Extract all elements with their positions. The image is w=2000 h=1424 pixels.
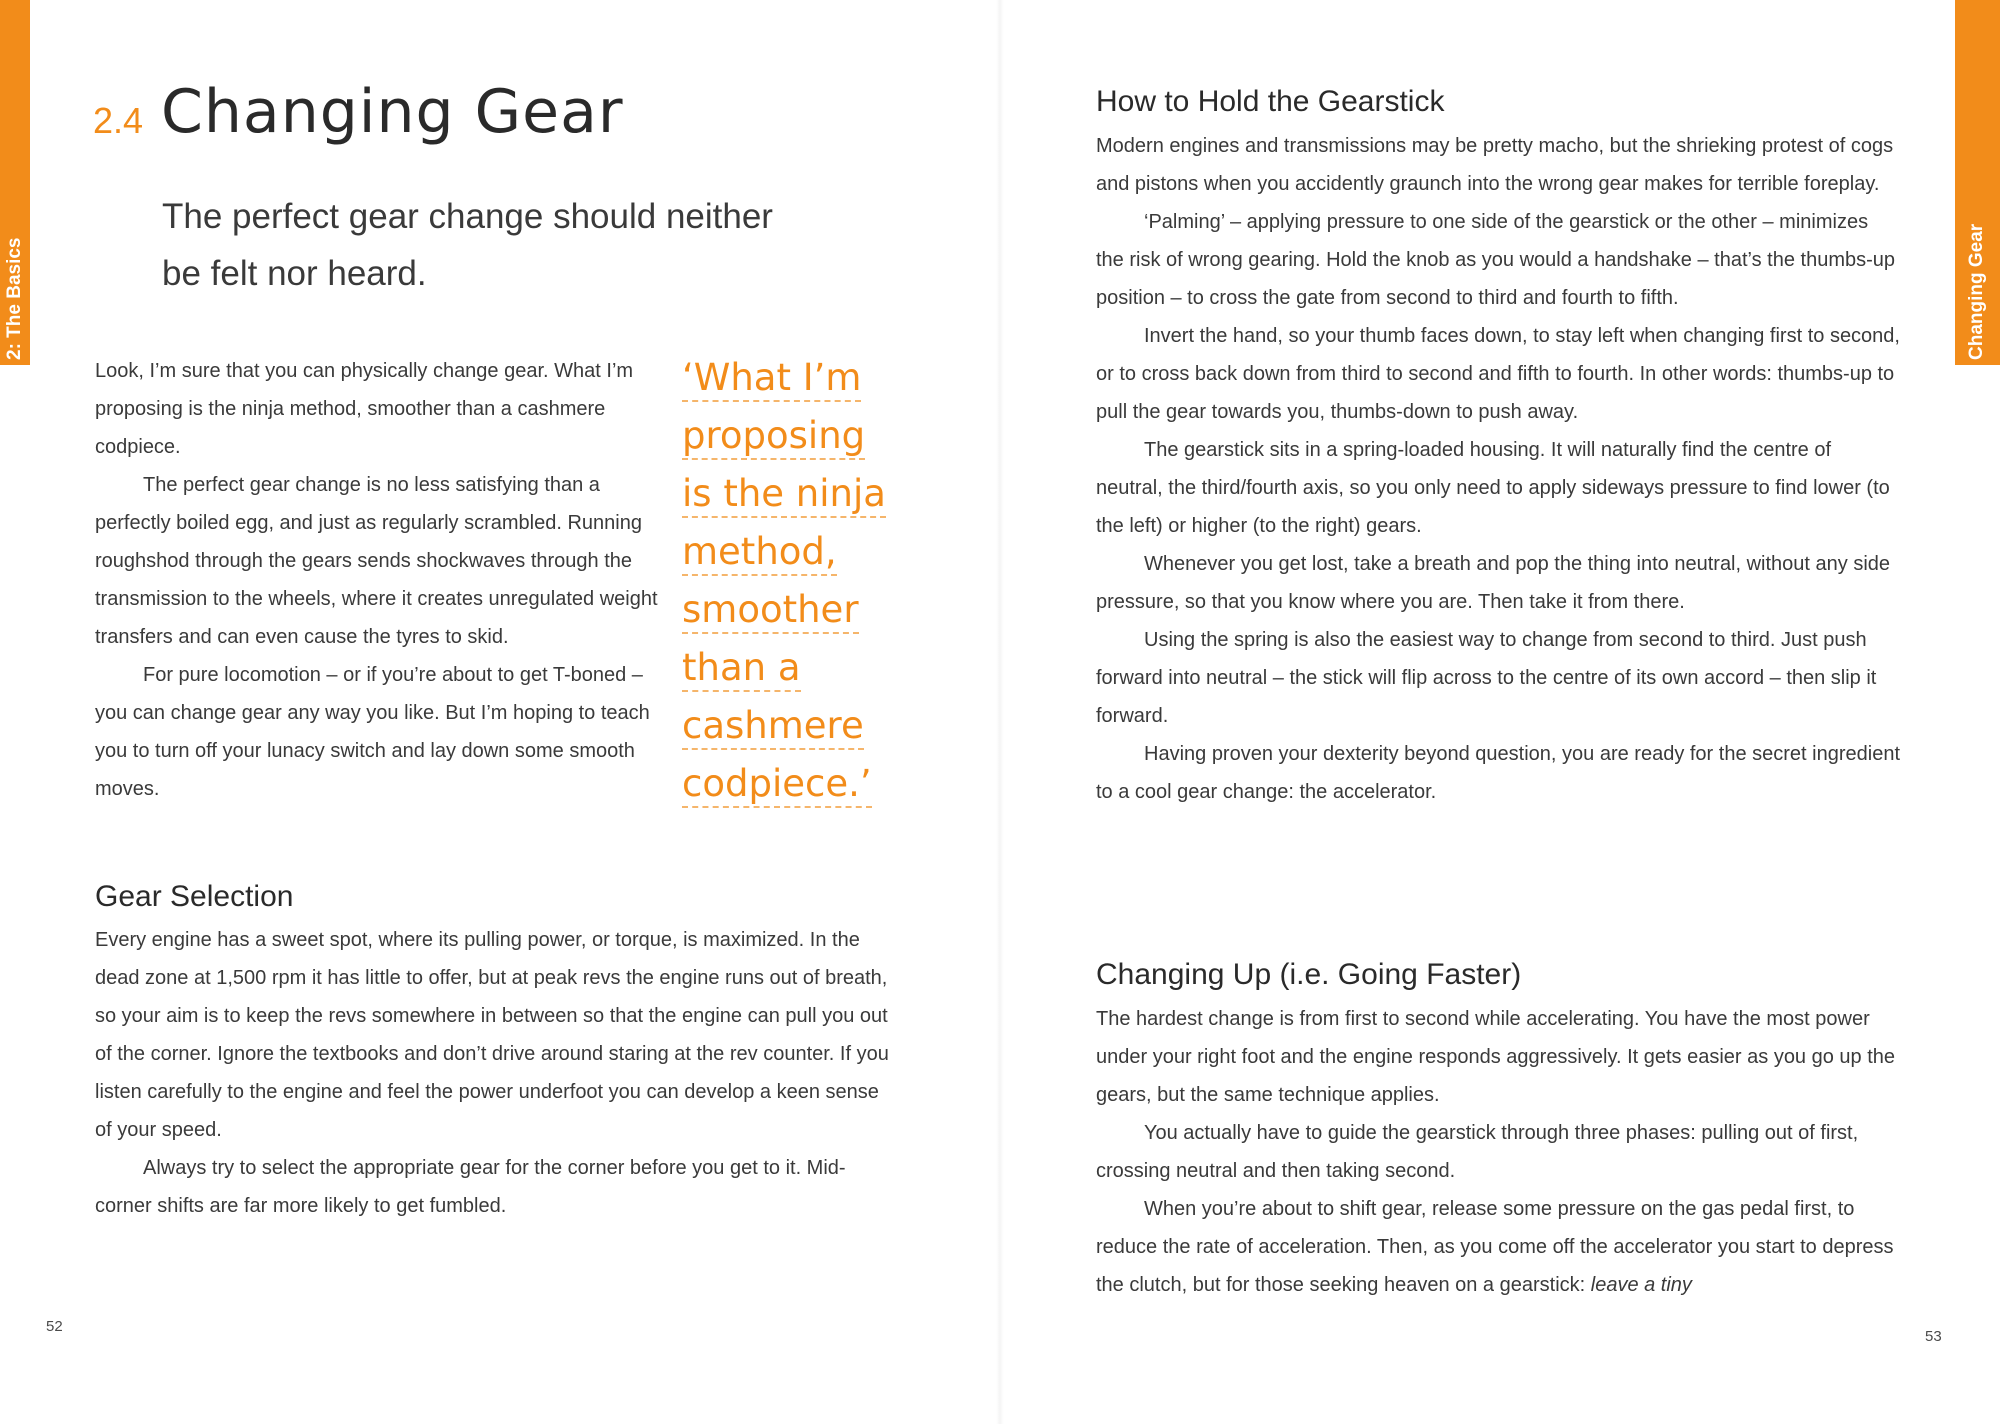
section-title: Changing Gear (161, 77, 624, 147)
chapter-tab-right (1955, 0, 2000, 365)
body-paragraph: For pure locomotion – or if you’re about to get T-boned – you can change gear any way you like. But I’m hoping to teach you to turn off your lunacy switch and lay down some smooth moves. (95, 664, 650, 800)
pull-quote-line: than a (682, 646, 801, 692)
chapter-tab-label: Changing Gear (1966, 223, 1987, 360)
body-paragraph: Having proven your dexterity beyond question, you are ready for the secret ingredient to a cool gear change: the accelerator. (1096, 743, 1900, 803)
page-number-left: 52 (46, 1318, 63, 1335)
pull-quote (682, 356, 892, 820)
intro-text (162, 188, 862, 302)
gear-selection-body (95, 921, 895, 1225)
changing-up-heading: Changing Up (i.e. Going Faster) (1096, 958, 1522, 991)
body-paragraph: Look, I’m sure that you can physically change gear. What I’m proposing is the ninja method, smoother than a cashmere codpiece. (95, 360, 634, 458)
body-paragraph: Modern engines and transmissions may be pretty macho, but the shrieking protest of cogs and pistons when you accidently graunch into the wrong gear makes for terrible foreplay. (1096, 135, 1894, 195)
pull-quote-line: smoother (682, 588, 859, 634)
gear-selection-heading: Gear Selection (95, 880, 294, 913)
body-paragraph-last (1096, 1190, 1901, 1304)
section-number: 2.4 (93, 100, 144, 141)
body-paragraph: Every engine has a sweet spot, where its pulling power, or torque, is maximized. In the dead zone at 1,500 rpm it has little to offer, but at peak revs the engine runs out of breath, so your aim is to keep the revs somewhere in between so that the engine can pull you out of the corner. Ignore the textbooks and don’t drive around staring at the rev counter. If you listen carefully to the engine and feel the power underfoot you can develop a keen sense of your speed. (95, 929, 889, 1141)
pull-quote-line: ‘What I’m (682, 356, 861, 402)
pull-quote-line: codpiece.’ (682, 762, 872, 808)
body-paragraph: Whenever you get lost, take a breath and pop the thing into neutral, without any side pressure, so that you know where you are. Then take it from there. (1096, 553, 1891, 613)
intro-body (95, 352, 665, 808)
body-paragraph-text: When you’re about to shift gear, release some pressure on the gas pedal first, to reduce the rate of acceleration. Then, as you come off the accelerator you start to depress the clutch, but for those seeking heaven on a gearstick: (1096, 1198, 1894, 1296)
pull-quote-line: proposing (682, 414, 865, 460)
chapter-tab-label: 2: The Basics (4, 237, 25, 360)
body-paragraph: The perfect gear change is no less satisfying than a perfectly boiled egg, and just as regularly scrambled. Running roughshod through the gears sends shockwaves through the transmission to the wheels, where it creates unregulated weight transfers and can even cause the tyres to skid. (95, 474, 658, 648)
hold-gearstick-body (1096, 127, 1901, 811)
body-paragraph: Using the spring is also the easiest way to change from second to third. Just push forward into neutral – the stick will flip across to the centre of its own accord – then slip it forward. (1096, 629, 1877, 727)
pull-quote-line: method, (682, 530, 837, 576)
pull-quote-line: is the ninja (682, 472, 886, 518)
body-paragraph: Invert the hand, so your thumb faces down, to stay left when changing first to second, or to cross back down from third to second and fifth to fourth. In other words: thumbs-up to pull the gear towards you, thumbs-down to push away. (1096, 325, 1900, 423)
right-page (1000, 0, 2000, 1424)
body-paragraph: ‘Palming’ – applying pressure to one side of the gearstick or the other – minimizes the risk of wrong gearing. Hold the knob as you would a handshake – that’s the thumbs-up position – to cross the gate from second to third and fourth to fifth. (1096, 211, 1896, 309)
body-paragraph: The hardest change is from first to second while accelerating. You have the most power under your right foot and the engine responds aggressively. It gets easier as you go up the gears, but the same technique applies. (1096, 1008, 1896, 1106)
body-paragraph-italic: leave a tiny (1590, 1274, 1692, 1296)
hold-gearstick-heading: How to Hold the Gearstick (1096, 85, 1445, 118)
body-paragraph: The gearstick sits in a spring-loaded housing. It will naturally find the centre of neutral, the third/fourth axis, so you only need to apply sideways pressure to find lower (to the left) or higher (to the right) gears. (1096, 439, 1890, 537)
body-paragraph: Always try to select the appropriate gear for the corner before you get to it. Mid-corner shifts are far more likely to get fumbled. (95, 1157, 846, 1217)
page-number-right: 53 (1925, 1328, 1942, 1345)
intro-line: The perfect gear change should neither (162, 197, 773, 236)
intro-line: be felt nor heard. (162, 254, 427, 293)
changing-up-body (1096, 1000, 1901, 1304)
pull-quote-line: cashmere (682, 704, 864, 750)
body-paragraph: You actually have to guide the gearstick through three phases: pulling out of first, crossing neutral and then taking second. (1096, 1122, 1859, 1182)
chapter-tab-left (0, 0, 30, 365)
